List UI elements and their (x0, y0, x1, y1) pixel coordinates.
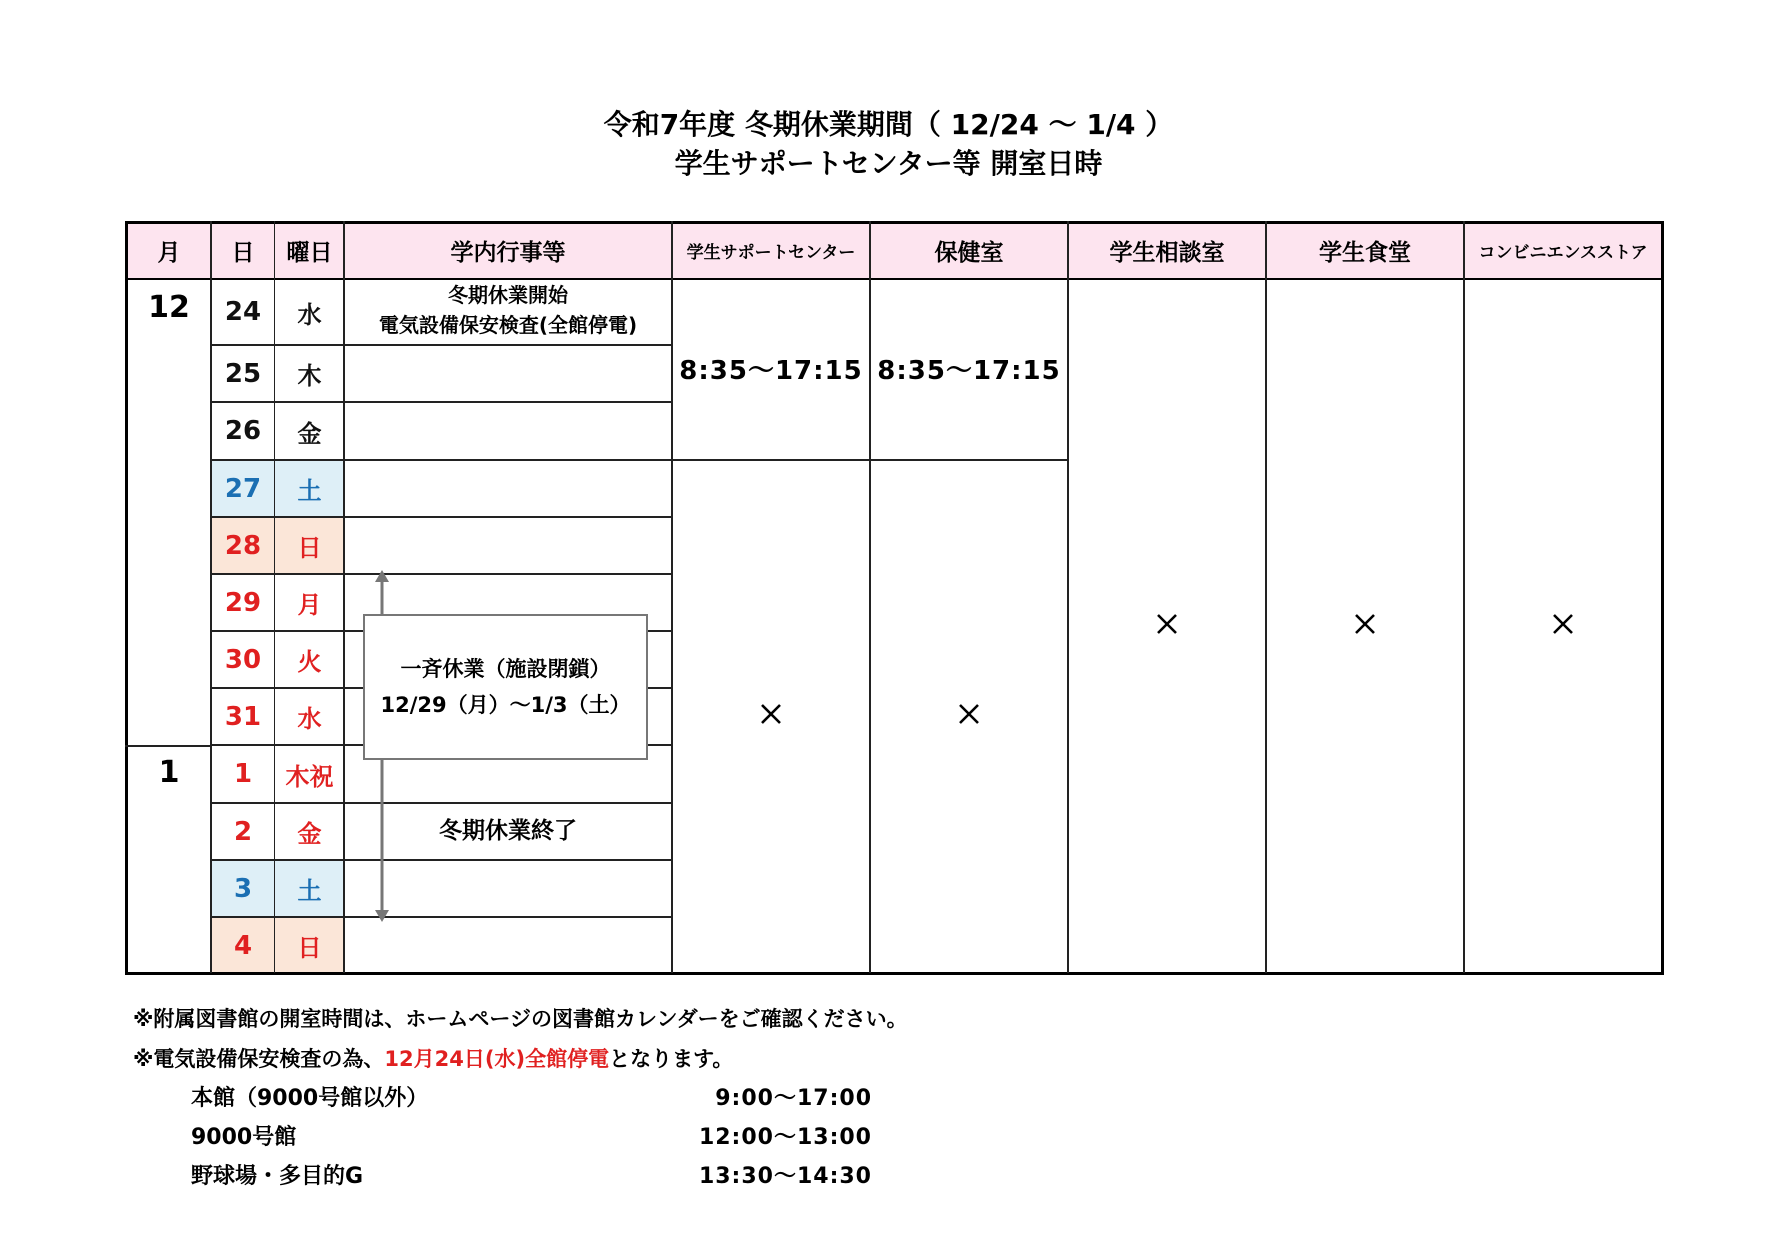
event-dec24-line2: 電気設備保安検査(全館停電) (378, 313, 638, 337)
schedule-time: 12:00～13:00 (698, 1125, 872, 1150)
day-cell: 3 (211, 860, 275, 917)
weekday-cell: 日 (275, 517, 344, 574)
month-january: 1 (158, 754, 180, 790)
header-convenience-store: コンビニエンスストア (1464, 223, 1662, 278)
schedule-place: 野球場・多目的G (191, 1164, 364, 1189)
power-outage-note (133, 1043, 733, 1073)
day-cell: 24 (224, 297, 262, 327)
weekday-cell: 金 (297, 820, 322, 848)
weekday-cell: 金 (297, 419, 322, 448)
weekday-cell: 日 (275, 917, 344, 974)
health-room-hours: 8:35～17:15 (877, 356, 1061, 386)
weekday-cell: 土 (275, 460, 344, 517)
support-closed-icon (751, 694, 791, 734)
day-cell: 28 (211, 517, 275, 574)
weekday-cell: 火 (297, 648, 322, 676)
outage-date: 12月24日(水)全館停電 (384, 1047, 610, 1071)
store-closed-icon (1543, 604, 1583, 644)
support-center-hours: 8:35～17:15 (679, 356, 863, 386)
weekday-cell: 木 (297, 362, 322, 390)
outage-prefix: ※電気設備保安検査の為、 (133, 1047, 385, 1071)
header-weekday: 曜日 (275, 223, 344, 278)
header-counseling-room: 学生相談室 (1068, 223, 1266, 278)
closure-callout (363, 614, 648, 760)
header-day: 日 (211, 223, 275, 278)
weekday-cell: 木祝 (285, 762, 334, 791)
day-cell: 2 (233, 816, 253, 847)
page-title: 令和7年度 冬期休業期間（ 12/24 ～ 1/4 ） (603, 108, 1174, 141)
weekday-cell: 水 (297, 705, 322, 733)
day-cell: 30 (224, 644, 262, 675)
callout-line2: 12/29（月）～1/3（土） (380, 693, 631, 717)
outage-suffix: となります。 (609, 1047, 734, 1071)
event-dec24-line1: 冬期休業開始 (448, 283, 568, 307)
day-cell: 29 (224, 587, 262, 618)
counseling-closed-icon (1147, 604, 1187, 644)
day-cell: 26 (224, 416, 262, 446)
callout-line1: 一斉休業（施設閉鎖） (400, 657, 611, 681)
month-december: 12 (148, 289, 190, 325)
schedule-time: 9:00～17:00 (715, 1086, 872, 1111)
day-cell: 25 (224, 358, 262, 389)
schedule-time: 13:30～14:30 (698, 1164, 872, 1189)
library-note: ※附属図書館の開室時間は、ホームページの図書館カレンダーをご確認ください。 (133, 1007, 908, 1031)
header-cafeteria: 学生食堂 (1266, 223, 1464, 278)
cafeteria-closed-icon (1345, 604, 1385, 644)
header-support-center: 学生サポートセンター (672, 223, 870, 278)
day-cell: 4 (211, 917, 275, 974)
event-jan2: 冬期休業終了 (439, 818, 577, 844)
weekday-cell: 土 (275, 860, 344, 917)
weekday-cell: 水 (297, 300, 322, 329)
schedule-place: 9000号館 (191, 1125, 297, 1150)
weekday-cell: 月 (297, 591, 322, 619)
header-health-room: 保健室 (870, 223, 1068, 278)
day-cell: 31 (224, 701, 262, 732)
day-cell: 27 (211, 460, 275, 517)
schedule-place: 本館（9000号館以外） (191, 1086, 429, 1111)
header-events: 学内行事等 (344, 223, 672, 278)
day-cell: 1 (233, 759, 253, 789)
health-closed-icon (949, 694, 989, 734)
header-month: 月 (127, 223, 211, 278)
page-subtitle: 学生サポートセンター等 開室日時 (674, 147, 1103, 180)
